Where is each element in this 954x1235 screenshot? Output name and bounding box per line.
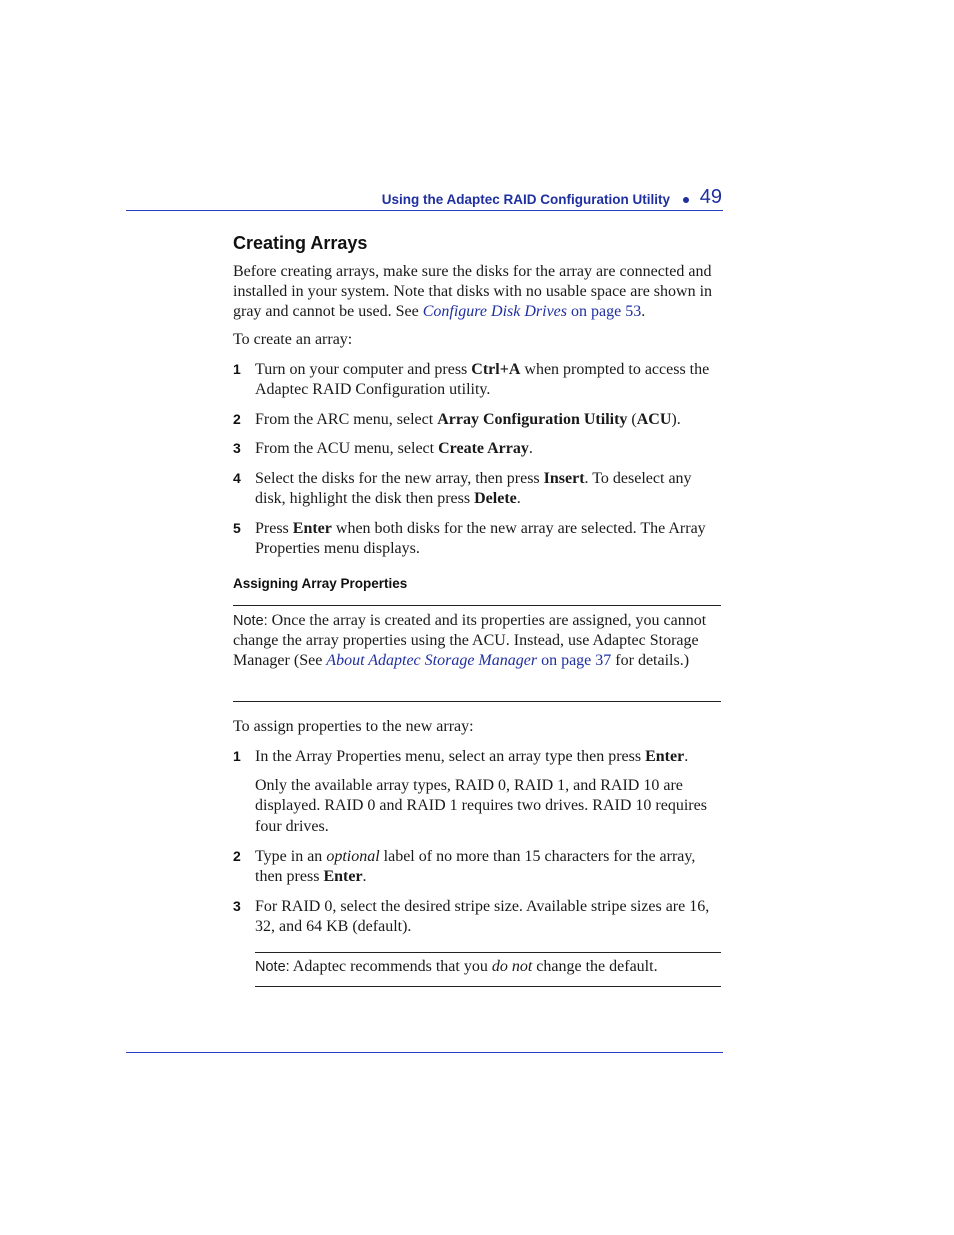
step-number: 2 [233,848,241,864]
section-title: Creating Arrays [233,233,368,253]
list-item [233,897,723,937]
step-number: 3 [233,898,241,914]
note-label: Note: [255,959,290,975]
link-about-adaptec-storage-manager[interactable] [326,652,611,669]
intro-text: Before creating arrays, make sure the disks for the array are connected and installed in your system. Note that disks with no usable space are shown in gray and cannot be used. See [233,263,713,321]
header-rule [126,210,723,211]
step-number: 4 [233,470,241,486]
step-text: Select the disks for the new array, then press Insert. To deselect any disk, highlight the disk then press Delete. [255,470,692,508]
list-item [233,847,723,887]
header-title: Using the Adaptec RAID Configuration Utility [381,192,670,207]
note2-top-rule [255,952,721,953]
step-text: From the ACU menu, select Create Array. [255,440,533,457]
step-text: In the Array Properties menu, select an array type then press Enter. [255,748,689,765]
footer-rule [126,1052,723,1053]
intro-end: . [641,303,646,321]
list-item [233,469,723,509]
step-text: For RAID 0, select the desired stripe size. Available stripe sizes are 16, 32, and 64 KB (default). [255,898,710,936]
link-configure-disk-drives[interactable] [423,303,641,320]
intro-paragraph [233,262,723,323]
step-text: From the ARC menu, select Array Configuration Utility (ACU). [255,411,681,428]
running-header [356,186,722,210]
step-detail: Only the available array types, RAID 0, RAID 1, and RAID 10 are displayed. RAID 0 and RAID 1 requires two drives. RAID 10 requires four drives. [255,777,707,835]
note-box [233,611,723,672]
link-text: About Adaptec Storage Manager [326,652,538,670]
link-page: on page 53 [567,303,642,321]
step-text: Press Enter when both disks for the new array are selected. The Array Properties menu displays. [255,520,706,558]
note-label: Note: [233,613,268,629]
subsection-title: Assigning Array Properties [233,576,408,591]
step-number: 3 [233,440,241,456]
link-page: on page 37 [537,652,612,670]
note2-bottom-rule [255,986,721,987]
assign-lead: To assign properties to the new array: [233,718,474,735]
link-text: Configure Disk Drives [422,303,567,321]
note2-box: Note: Adaptec recommends that you do not change the default. [255,958,658,975]
list-item [233,519,723,559]
create-lead: To create an array: [233,331,353,348]
list-item [233,410,723,430]
note-top-rule [233,605,721,606]
list-item [233,439,723,459]
step-number: 1 [233,361,241,377]
step-number: 2 [233,411,241,427]
note-text: Once the array is created and its properties are assigned, you cannot change the array properties using the ACU. Instead, use Adaptec Storage Manager (See [233,612,707,670]
step-number: 5 [233,520,241,536]
bullet-icon [683,197,689,203]
page-number: 49 [699,186,722,208]
note-end: for details.) [611,652,690,670]
step-text: Type in an optional label of no more than 15 characters for the array, then press Enter. [255,848,696,886]
list-item [233,747,723,837]
list-item [233,360,723,400]
note-bottom-rule [233,701,721,702]
step-number: 1 [233,748,241,764]
step-text: Turn on your computer and press Ctrl+A when prompted to access the Adaptec RAID Configuration utility. [255,361,710,399]
